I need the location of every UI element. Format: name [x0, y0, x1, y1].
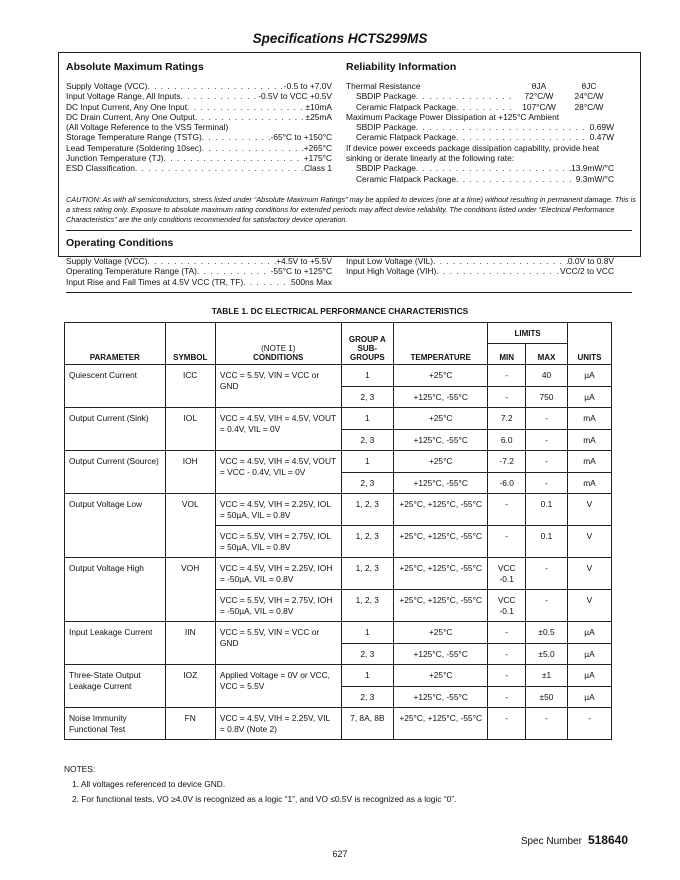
subgroups-cell: 2, 3: [341, 643, 393, 665]
units-cell: mA: [567, 451, 611, 473]
units-cell: µA: [567, 622, 611, 644]
rating-label: DC Input Current, Any One Input: [66, 101, 188, 112]
units-cell: µA: [567, 643, 611, 665]
table-row: [65, 451, 612, 473]
rating-row: [66, 163, 332, 173]
temperature-cell: +25°C: [394, 408, 488, 430]
abs-max-heading: Absolute Maximum Ratings: [66, 61, 204, 73]
max-cell: 0.1: [526, 526, 568, 558]
temperature-cell: +125°C, -55°C: [394, 686, 488, 708]
max-cell: -: [526, 408, 568, 430]
units-cell: mA: [567, 472, 611, 494]
rating-row: [66, 81, 332, 91]
units-cell: mA: [567, 429, 611, 451]
temperature-cell: +25°C, +125°C, -55°C: [394, 558, 488, 590]
max-cell: -: [526, 429, 568, 451]
conditions-cell: VCC = 5.5V, VIN = VCC or GND: [215, 365, 341, 408]
parameter-cell: Quiescent Current: [65, 365, 166, 408]
leader-dots: [456, 102, 514, 112]
units-cell: mA: [567, 408, 611, 430]
subgroups-cell: 1, 2, 3: [341, 526, 393, 558]
rating-row: [66, 256, 332, 266]
dc-characteristics-table: [64, 322, 612, 740]
dissipation-label: Maximum Package Power Dissipation at +125°C Ambient: [346, 111, 560, 122]
table-row: [65, 558, 612, 590]
conditions-cell: VCC = 4.5V, VIH = 2.25V, IOH = -50µA, VIL = 0.8V: [215, 558, 341, 590]
symbol-cell: IOL: [165, 408, 215, 451]
leader-dots: [202, 143, 304, 153]
leader-dots: [416, 91, 514, 101]
rating-label: DC Drain Current, Any One Output: [66, 111, 195, 122]
rating-value: -0.5 to +7.0V: [283, 81, 332, 91]
theta-values: [514, 102, 614, 112]
leader-dots: [456, 132, 590, 142]
table-row: [65, 408, 612, 430]
header-conditions: [215, 323, 341, 365]
conditions-cell: VCC = 4.5V, VIH = 4.5V, VOUT = VCC - 0.4V, VIL = 0V: [215, 451, 341, 494]
leader-dots: [416, 163, 571, 173]
rating-row: [346, 266, 614, 276]
rating-row: [66, 91, 332, 101]
temperature-cell: +25°C, +125°C, -55°C: [394, 526, 488, 558]
header-symbol: SYMBOL: [165, 323, 215, 365]
min-cell: -: [488, 665, 526, 687]
theta-ja-value: 72°C/W: [524, 91, 554, 102]
conditions-cell: VCC = 5.5V, VIH = 2.75V, IOL = 50µA, VIL = 0.8V: [215, 526, 341, 558]
symbol-cell: IIN: [165, 622, 215, 665]
min-cell: -7.2: [488, 451, 526, 473]
rating-label: Input Voltage Range, All Inputs: [66, 91, 181, 102]
min-cell: VCC -0.1: [488, 558, 526, 590]
symbol-cell: FN: [165, 708, 215, 740]
notes: [64, 762, 456, 807]
theta-ja-header: θJA: [531, 81, 547, 91]
note-item: 2. For functional tests, VO ≥4.0V is recognized as a logic “1”, and VO ≤0.5V is recognized as a logic “0”.: [72, 794, 457, 804]
rating-label: Input High Voltage (VIH): [346, 266, 437, 277]
parameter-cell: Output Voltage High: [65, 558, 166, 622]
parameter-cell: Three-State Output Leakage Current: [65, 665, 166, 708]
theta-jc-header: θJC: [581, 81, 597, 91]
reliability-heading: Reliability Information: [346, 61, 457, 73]
divider: [66, 230, 632, 231]
subgroups-cell: 1, 2, 3: [341, 590, 393, 622]
operating-left-list: [66, 256, 332, 287]
page-title: Specifications HCTS299MS: [252, 31, 428, 46]
rating-row: [346, 174, 614, 184]
subgroups-cell: 2, 3: [341, 472, 393, 494]
min-cell: -: [488, 622, 526, 644]
max-cell: ±1: [526, 665, 568, 687]
notes-heading: NOTES:: [64, 764, 96, 774]
temperature-cell: +25°C: [394, 622, 488, 644]
rating-value: 0.69W: [589, 122, 614, 133]
rating-label: SBDIP Package: [356, 163, 416, 174]
parameter-cell: Input Leakage Current: [65, 622, 166, 665]
leader-dots: [195, 112, 306, 122]
max-cell: ±50: [526, 686, 568, 708]
header-limits: LIMITS: [488, 323, 568, 344]
conditions-cell: VCC = 4.5V, VIH = 2.25V, VIL = 0.8V (Note 2): [215, 708, 341, 740]
leader-dots: [433, 256, 568, 266]
symbol-cell: IOZ: [165, 665, 215, 708]
symbol-cell: ICC: [165, 365, 215, 408]
header-temperature: TEMPERATURE: [394, 323, 488, 365]
rating-row: [66, 153, 332, 163]
rating-label: Ceramic Flatpack Package: [356, 132, 457, 143]
units-cell: µA: [567, 665, 611, 687]
min-cell: -: [488, 686, 526, 708]
spec-number: [521, 833, 628, 847]
table-row: [65, 622, 612, 644]
leader-dots: [187, 102, 305, 112]
conditions-cell: VCC = 4.5V, VIH = 4.5V, VOUT = 0.4V, VIL = 0V: [215, 408, 341, 451]
temperature-cell: +25°C, +125°C, -55°C: [394, 708, 488, 740]
rating-value: Class 1: [304, 163, 332, 174]
parameter-cell: Output Current (Source): [65, 451, 166, 494]
rating-value: +4.5V to +5.5V: [276, 256, 332, 266]
rating-row: [66, 112, 332, 122]
temperature-cell: +25°C, +125°C, -55°C: [394, 494, 488, 526]
leader-dots: [181, 91, 259, 101]
parameter-cell: Output Voltage Low: [65, 494, 166, 558]
rating-value: -65°C to +150°C: [270, 132, 332, 143]
spec-number-value: 518640: [587, 833, 628, 847]
subgroups-cell: 2, 3: [341, 429, 393, 451]
temperature-cell: +125°C, -55°C: [394, 643, 488, 665]
min-cell: -6.0: [488, 472, 526, 494]
rating-label: Storage Temperature Range (TSTG): [66, 132, 202, 143]
parameter-cell: Output Current (Sink): [65, 408, 166, 451]
leader-dots: [202, 132, 271, 142]
header-max: MAX: [526, 344, 568, 365]
leader-dots: [416, 122, 590, 132]
rating-value: 0.47W: [589, 132, 614, 143]
rating-value: -0.5V to VCC +0.5V: [258, 91, 332, 102]
leader-dots: [135, 163, 304, 173]
rating-label: Input Low Voltage (VIL): [346, 256, 434, 266]
rating-row: [346, 132, 614, 142]
operating-right-list: [346, 256, 614, 277]
table-row: [65, 494, 612, 526]
min-cell: 6.0: [488, 429, 526, 451]
min-cell: -: [488, 708, 526, 740]
leader-dots: [456, 174, 576, 184]
rating-label: Junction Temperature (TJ): [66, 153, 164, 164]
rating-label: Lead Temperature (Soldering 10sec): [66, 142, 202, 153]
rating-row: [346, 163, 614, 173]
rating-label: SBDIP Package: [356, 122, 416, 133]
max-cell: -: [526, 590, 568, 622]
rating-row: [66, 132, 332, 142]
leader-dots: [164, 153, 304, 163]
rating-label: SBDIP Package: [356, 91, 416, 102]
leader-dots: [243, 277, 291, 287]
rating-value: 9.3mW/°C: [575, 173, 614, 184]
divider: [66, 292, 632, 293]
thermal-label: Thermal Resistance: [346, 81, 421, 91]
header-subgroups: GROUP A SUB-GROUPS: [341, 323, 393, 365]
min-cell: -: [488, 365, 526, 387]
theta-values: [514, 91, 614, 101]
temperature-cell: +25°C: [394, 365, 488, 387]
units-cell: µA: [567, 686, 611, 708]
header-conditions-label: CONDITIONS: [253, 353, 304, 362]
theta-jc-value: 24°C/W: [574, 91, 604, 102]
leader-dots: [436, 266, 560, 276]
rating-label: Operating Temperature Range (TA): [66, 266, 197, 277]
leader-dots: [147, 256, 276, 266]
max-cell: -: [526, 451, 568, 473]
subgroups-cell: 1, 2, 3: [341, 494, 393, 526]
parameter-cell: Noise Immunity Functional Test: [65, 708, 166, 740]
min-cell: VCC -0.1: [488, 590, 526, 622]
rating-value: 13.9mW/°C: [571, 163, 614, 174]
table-row: [65, 708, 612, 740]
subgroups-cell: 1: [341, 451, 393, 473]
theta-jc-value: 28°C/W: [574, 101, 604, 112]
leader-dots: [147, 81, 283, 91]
header-parameter: PARAMETER: [65, 323, 166, 365]
rating-label: ESD Classification: [66, 163, 135, 174]
rating-value: +175°C: [303, 153, 332, 164]
min-cell: -: [488, 526, 526, 558]
rating-value: 0.0V to 0.8V: [567, 256, 614, 266]
conditions-cell: VCC = 4.5V, VIH = 2.25V, IOL = 50µA, VIL = 0.8V: [215, 494, 341, 526]
spec-number-label: Spec Number: [520, 836, 582, 847]
rating-row: [346, 91, 614, 101]
theta-ja-value: 107°C/W: [522, 101, 556, 112]
rating-row: [66, 143, 332, 153]
units-cell: V: [567, 590, 611, 622]
max-cell: 750: [526, 386, 568, 408]
temperature-cell: +125°C, -55°C: [394, 386, 488, 408]
rating-row: [346, 256, 614, 266]
table-row: [65, 365, 612, 387]
page-number: 627: [332, 849, 348, 859]
rating-label: Ceramic Flatpack Package: [356, 101, 457, 112]
units-cell: V: [567, 494, 611, 526]
rating-value: -55°C to +125°C: [270, 266, 332, 277]
rating-row: [66, 277, 332, 287]
reliability-list: [346, 81, 614, 184]
max-cell: 0.1: [526, 494, 568, 526]
min-cell: 7.2: [488, 408, 526, 430]
rating-value: ±25mA: [305, 111, 332, 122]
max-cell: -: [526, 708, 568, 740]
subgroups-cell: 1: [341, 365, 393, 387]
rating-value: ±10mA: [305, 101, 332, 112]
header-units: UNITS: [567, 323, 611, 365]
symbol-cell: VOL: [165, 494, 215, 558]
rating-label: Ceramic Flatpack Package: [356, 173, 457, 184]
rating-row: [346, 102, 614, 112]
subgroups-cell: 1: [341, 408, 393, 430]
rating-row: [66, 266, 332, 276]
conditions-cell: Applied Voltage = 0V or VCC, VCC = 5.5V: [215, 665, 341, 708]
temperature-cell: +25°C: [394, 451, 488, 473]
min-cell: -: [488, 643, 526, 665]
subgroups-cell: 7, 8A, 8B: [341, 708, 393, 740]
subgroups-cell: 1, 2, 3: [341, 558, 393, 590]
units-cell: V: [567, 526, 611, 558]
max-cell: -: [526, 558, 568, 590]
max-cell: ±5.0: [526, 643, 568, 665]
rating-label: Supply Voltage (VCC): [66, 81, 148, 91]
max-cell: 40: [526, 365, 568, 387]
conditions-cell: VCC = 5.5V, VIN = VCC or GND: [215, 622, 341, 665]
rating-label: Input Rise and Fall Times at 4.5V VCC (TR, TF): [66, 276, 244, 287]
rating-label: Supply Voltage (VCC): [66, 256, 148, 266]
header-conditions-note: (NOTE 1): [261, 344, 296, 353]
note-item: 1. All voltages referenced to device GND.: [72, 779, 226, 789]
rating-value: +265°C: [303, 142, 332, 153]
rating-note: (All Voltage Reference to the VSS Terminal): [66, 122, 229, 133]
temperature-cell: +125°C, -55°C: [394, 429, 488, 451]
subgroups-cell: 1: [341, 622, 393, 644]
rating-value: 500ns Max: [291, 276, 332, 287]
min-cell: -: [488, 494, 526, 526]
units-cell: -: [567, 708, 611, 740]
abs-max-list: [66, 81, 332, 174]
conditions-cell: VCC = 5.5V, VIH = 2.75V, IOH = -50µA, VIL = 0.8V: [215, 590, 341, 622]
operating-heading: Operating Conditions: [66, 237, 174, 249]
symbol-cell: IOH: [165, 451, 215, 494]
units-cell: µA: [567, 365, 611, 387]
units-cell: µA: [567, 386, 611, 408]
rating-row: [346, 122, 614, 132]
table-row: [65, 665, 612, 687]
temperature-cell: +125°C, -55°C: [394, 472, 488, 494]
caution-text: CAUTION: As with all semiconductors, stress listed under “Absolute Maximum Ratings” may be applied to devices (one at a time) without resulting in permanent damage. This is a stress rating only. Exposure to absolute maximum rating conditions for extended periods may affect device reliability. The conditions listed under “Electrical Performance Characteristics” are the only conditions recommended for satisfactory device operation.: [66, 195, 636, 224]
max-cell: ±0.5: [526, 622, 568, 644]
subgroups-cell: 1: [341, 665, 393, 687]
rating-row: [66, 102, 332, 112]
table-caption: TABLE 1. DC ELECTRICAL PERFORMANCE CHARACTERISTICS: [211, 306, 469, 316]
rating-value: VCC/2 to VCC: [560, 266, 614, 277]
symbol-cell: VOH: [165, 558, 215, 622]
temperature-cell: +25°C, +125°C, -55°C: [394, 590, 488, 622]
leader-dots: [197, 266, 271, 276]
header-min: MIN: [488, 344, 526, 365]
max-cell: -: [526, 472, 568, 494]
derate-text: If device power exceeds package dissipation capability, provide heat sinking or derate linearly at the following rate:: [346, 142, 600, 164]
units-cell: V: [567, 558, 611, 590]
subgroups-cell: 2, 3: [341, 686, 393, 708]
subgroups-cell: 2, 3: [341, 386, 393, 408]
min-cell: -: [488, 386, 526, 408]
temperature-cell: +25°C: [394, 665, 488, 687]
